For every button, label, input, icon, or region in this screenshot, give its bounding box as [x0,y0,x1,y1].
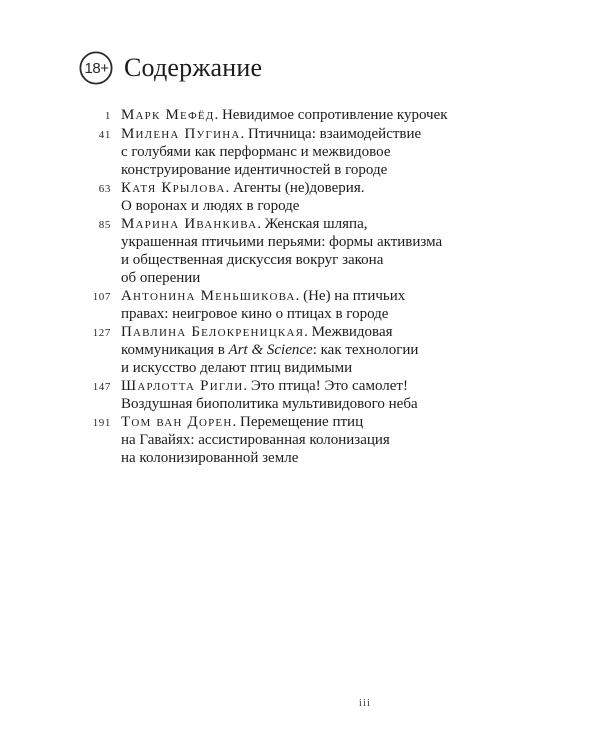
toc-entry-line [121,395,536,413]
toc-entry-text [121,377,536,413]
toc-entry[interactable] [66,106,536,125]
toc-entry[interactable] [66,287,536,323]
toc-title-text: и общественная дискуссия вокруг закона [121,252,384,268]
toc-title-text: . Это птица! Это самолет! [243,378,408,394]
toc-title-text: коммуникация в [121,342,229,358]
toc-entry-text [121,413,536,467]
toc-author: Шарлотта Ригли [121,378,244,394]
toc-page-number: 85 [98,219,111,231]
toc-author: Марк Мефёд [121,107,215,123]
toc-entry-line [121,233,536,251]
toc-entry-text [121,106,536,124]
toc-entry-text [121,287,536,323]
toc-entry-line [121,323,536,341]
toc-entry[interactable] [66,215,536,287]
toc-entry-line [121,179,536,197]
toc-entry-line [121,413,536,431]
toc-entry-line [121,125,536,143]
toc-title-text: . Невидимое сопротивление курочек [214,107,448,123]
toc-title-text: . Межвидовая [304,324,393,340]
toc-entry[interactable] [66,125,536,179]
toc-author: Марина Иванкива [121,216,258,232]
toc-entry-line [121,341,536,359]
toc-entry-text [121,125,536,179]
toc-title-text: конструирование идентичностей в городе [121,162,388,178]
toc-entry-line [121,431,536,449]
toc-title-text: . (Не) на птичьих [295,288,406,304]
toc-title-text: на Гавайях: ассистированная колонизация [121,432,390,448]
toc-entry-line [121,377,536,395]
toc-author: Том ван Дорен [121,414,233,430]
toc-title-text: О воронах и людях в городе [121,198,300,214]
toc-title-text: . Агенты (не)доверия. [225,180,365,196]
toc-page-number: 147 [92,381,111,393]
page-folio: iii [358,697,372,709]
toc-entry[interactable] [66,377,536,413]
toc-title-text: украшенная птичьими перьями: формы активизма [121,234,443,250]
toc-title-text: правах: неигровое кино о птицах в городе [121,306,389,322]
toc-entry-line [121,161,536,179]
toc-title-text: на колонизированной земле [121,450,299,466]
toc-page-number: 41 [98,129,111,141]
toc-entry-line [121,269,536,287]
toc-title-text: : как технологии [312,342,419,358]
toc-entry[interactable] [66,323,536,377]
toc-entry-line [121,449,536,467]
toc-title-text: с голубями как перформанс и межвидовое [121,144,391,160]
toc-author: Павлина Белокреницкая [121,324,305,340]
toc-title-text: . Перемещение птиц [232,414,364,430]
page-header [79,51,262,85]
toc-entry-line [121,197,536,215]
toc-page-number: 107 [92,291,111,303]
toc-entry-line [121,215,536,233]
toc-entry-line [121,143,536,161]
toc-author: Антонина Меньшикова [121,288,296,304]
age-rating-text: 18+ [84,59,109,77]
toc-title-text: . Женская шляпа, [257,216,368,232]
toc-title-text: . Птичница: взаимодействие [240,126,422,142]
toc-page-number: 63 [98,183,111,195]
toc-italic-text: Art & Science [228,342,313,358]
page-title: Содержание [124,53,263,82]
toc-page-number: 191 [92,417,111,429]
toc-entry[interactable] [66,413,536,467]
toc-entry-line [121,305,536,323]
toc-entry-line [121,359,536,377]
toc-entry-text [121,323,536,377]
table-of-contents [66,106,536,467]
toc-entry-line [121,106,536,124]
toc-entry-line [121,287,536,305]
toc-title-text: об оперении [121,270,201,286]
toc-entry-text [121,179,536,215]
toc-entry[interactable] [66,179,536,215]
toc-title-text: Воздушная биополитика мультивидового неба [121,396,418,412]
toc-entry-text [121,215,536,287]
toc-author: Милена Пугина [121,126,241,142]
toc-entry-line [121,251,536,269]
toc-title-text: и искусство делают птиц видимыми [121,360,353,376]
toc-page-number: 127 [92,327,111,339]
toc-author: Катя Крылова [121,180,226,196]
age-rating-badge [79,51,113,85]
toc-page-number: 1 [104,110,111,122]
